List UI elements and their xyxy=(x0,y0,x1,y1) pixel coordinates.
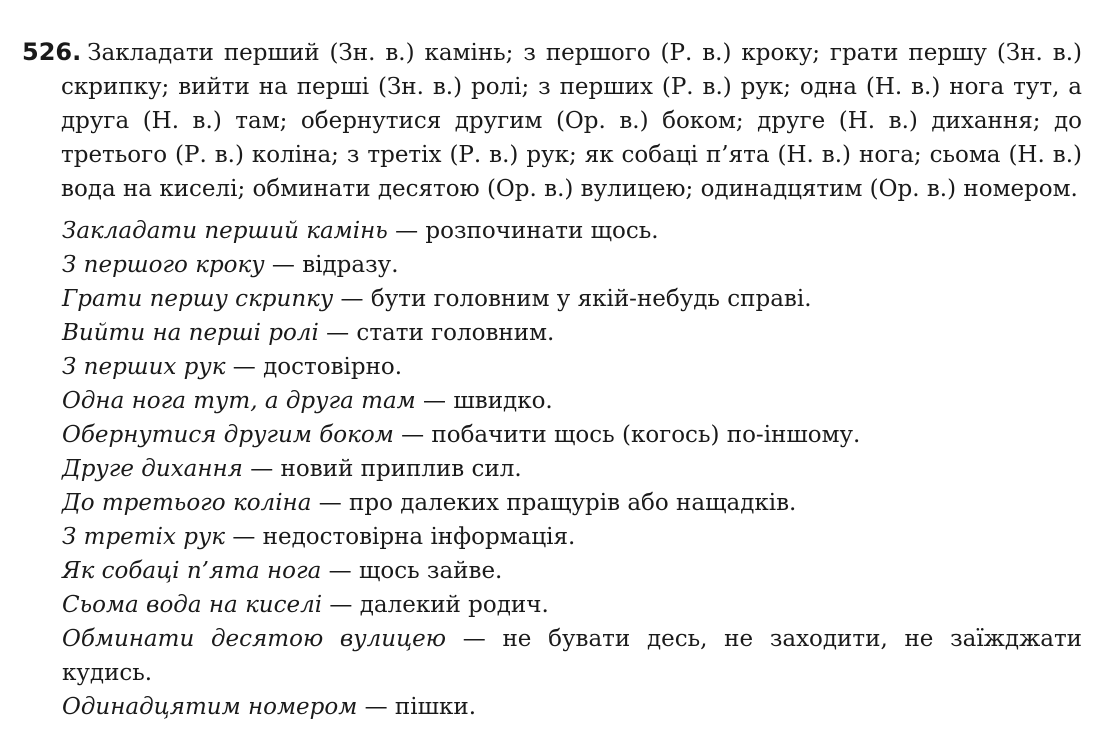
idiom-meaning: — розпочинати щось. xyxy=(387,218,659,244)
idiom-meaning: — про далеких пращурів або нащадків. xyxy=(311,490,797,516)
definition-item xyxy=(62,350,1082,384)
definition-item xyxy=(62,282,1082,316)
idiom-phrase: Закладати перший камінь xyxy=(62,218,388,244)
idiom-phrase: З перших рук xyxy=(62,354,226,380)
idiom-meaning: — побачити щось (когось) по-іншому. xyxy=(393,422,861,448)
idiom-meaning: — недостовірна інформація. xyxy=(225,524,576,550)
idiom-phrase: З першого кроку xyxy=(62,252,265,278)
idiom-meaning: — щось зайве. xyxy=(321,558,503,584)
idiom-phrase: З третіх рук xyxy=(62,524,226,550)
idiom-phrase: Друге дихання xyxy=(62,456,243,482)
definition-item xyxy=(62,248,1082,282)
idiom-phrase: Як собаці п’ята нога xyxy=(62,558,322,584)
idiom-meaning: — пішки. xyxy=(357,694,477,720)
definition-item xyxy=(62,588,1082,622)
idiom-meaning: — достовірно. xyxy=(225,354,403,380)
definition-item xyxy=(62,622,1082,690)
definition-item xyxy=(62,554,1082,588)
definition-item xyxy=(62,520,1082,554)
idiom-phrase: Вийти на перші ролі xyxy=(62,320,319,346)
idiom-meaning: — далекий родич. xyxy=(322,592,549,618)
idiom-phrase: Одна нога тут, а друга там xyxy=(62,388,416,414)
idiom-meaning: — відразу. xyxy=(264,252,399,278)
idiom-meaning: — новий приплив сил. xyxy=(242,456,522,482)
exercise-number: 526. xyxy=(22,38,82,66)
idiom-phrase: До третього коліна xyxy=(62,490,312,516)
idiom-phrase: Сьома вода на киселі xyxy=(62,592,323,618)
definition-item xyxy=(62,690,1082,724)
idiom-phrase: Обминати десятою вулицею xyxy=(62,626,447,652)
idiom-meaning: — не бувати десь, не заходити, не заїжджати кудись. xyxy=(62,626,1082,686)
definition-item xyxy=(62,486,1082,520)
idiom-phrase: Грати першу скрипку xyxy=(62,286,334,312)
idiom-meaning: — стати головним. xyxy=(318,320,555,346)
definition-item xyxy=(62,384,1082,418)
idiom-meaning: — швидко. xyxy=(415,388,553,414)
definition-item xyxy=(62,418,1082,452)
definition-item xyxy=(62,316,1082,350)
idiom-meaning: — бути головним у якій-небудь справі. xyxy=(333,286,812,312)
exercise-text: Закладати перший (Зн. в.) камінь; з першого (Р. в.) кроку; грати першу (Зн. в.) скрипку; вийти на перші (Зн. в.) ролі; з перших (Р. в.) рук; одна (Н. в.) нога тут, а друга (Н. в.) там; обернутися другим (Ор. в.) боком; друге (Н. в.) дихання; до третього (Р. в.) коліна; з третіх (Р. в.) рук; як собаці п’ята (Н. в.) нога; сьома (Н. в.) вода на киселі; обминати десятою (Ор. в.) вулицею; одинадцятим (Ор. в.) номером. xyxy=(61,40,1082,202)
idiom-phrase: Обернутися другим боком xyxy=(62,422,394,448)
idiom-definitions-list xyxy=(62,214,1082,724)
idiom-phrase: Одинадцятим номером xyxy=(62,694,358,720)
exercise-paragraph xyxy=(22,35,1082,206)
definition-item xyxy=(62,452,1082,486)
definition-item xyxy=(62,214,1082,248)
